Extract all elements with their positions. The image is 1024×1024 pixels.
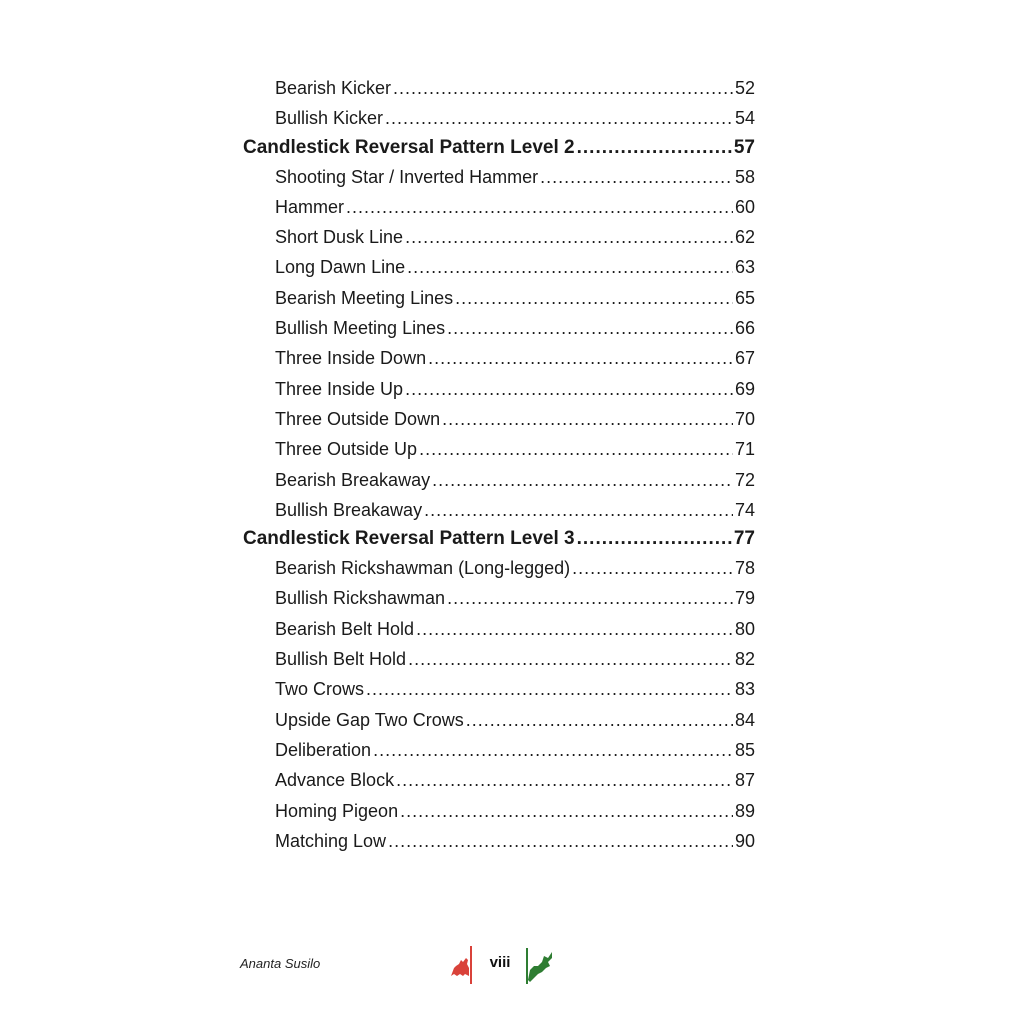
toc-entry-title: Bullish Rickshawman (275, 588, 446, 609)
toc-leader-dots (396, 765, 733, 795)
toc-entry (243, 583, 755, 613)
toc-leader-dots (577, 134, 732, 162)
toc-leader-dots (442, 404, 733, 434)
toc-entry-page: 83 (734, 679, 755, 700)
toc-entry (243, 735, 755, 765)
toc-entry-page: 72 (734, 469, 755, 490)
toc-entry-page: 74 (734, 499, 755, 520)
toc-entry-title: Three Outside Down (275, 408, 441, 429)
toc-entry-title: Bullish Breakaway (275, 499, 423, 520)
toc-entry-page: 65 (734, 287, 755, 308)
toc-entry (243, 313, 755, 343)
toc-leader-dots (346, 192, 733, 222)
toc-entry (243, 495, 755, 525)
toc-entry (243, 343, 755, 373)
bear-icon (450, 946, 474, 984)
toc-entry (243, 434, 755, 464)
toc-entry-page: 80 (734, 618, 755, 639)
toc-entry-title: Upside Gap Two Crows (275, 709, 464, 730)
toc-entry-title: Three Inside Up (275, 378, 404, 399)
toc-entry-page: 67 (734, 348, 755, 369)
toc-entry-title: Long Dawn Line (275, 257, 406, 278)
toc-leader-dots (408, 644, 733, 674)
toc-entry (243, 674, 755, 704)
toc-entry-page: 57 (733, 136, 755, 158)
toc-entry-title: Short Dusk Line (275, 227, 404, 248)
toc-entry-page: 85 (734, 739, 755, 760)
footer-author: Ananta Susilo (240, 956, 321, 971)
toc-leader-dots (432, 465, 733, 495)
toc-entry-title: Bullish Meeting Lines (275, 318, 446, 339)
toc-entry-title: Three Inside Down (275, 348, 427, 369)
toc-entry-page: 69 (734, 378, 755, 399)
toc-entry-title: Bullish Kicker (275, 108, 384, 129)
toc-section-heading (243, 525, 755, 553)
toc-leader-dots (405, 222, 733, 252)
toc-entry-page: 54 (734, 108, 755, 129)
toc-entry-title: Bearish Kicker (275, 78, 392, 98)
toc-leader-dots (447, 583, 733, 613)
toc-entry-page: 84 (734, 709, 755, 730)
toc-leader-dots (466, 705, 733, 735)
toc-leader-dots (393, 73, 733, 103)
toc-entry-title: Bearish Rickshawman (Long-legged) (275, 558, 571, 579)
toc-entry-title: Matching Low (275, 830, 387, 851)
toc-entry-title: Hammer (275, 196, 345, 217)
toc-entry-page: 79 (734, 588, 755, 609)
toc-entry-title: Advance Block (275, 770, 395, 791)
toc-entry-page: 62 (734, 227, 755, 248)
toc-leader-dots (416, 614, 733, 644)
toc-leader-dots (400, 796, 733, 826)
toc-entry-page: 70 (734, 408, 755, 429)
toc-entry (243, 465, 755, 495)
toc-entry-page: 71 (734, 439, 755, 460)
toc-entry-page: 77 (733, 528, 755, 550)
toc-entry (243, 826, 755, 856)
toc-entry (243, 614, 755, 644)
toc-entry-title: Shooting Star / Inverted Hammer (275, 166, 539, 187)
toc-entry (243, 765, 755, 795)
toc-entry-page: 66 (734, 318, 755, 339)
toc-entry (243, 252, 755, 282)
toc-entry (243, 374, 755, 404)
toc-entry-title: Bearish Belt Hold (275, 618, 415, 639)
table-of-contents (243, 73, 755, 856)
bull-icon (524, 944, 554, 984)
toc-entry-title: Three Outside Up (275, 439, 418, 460)
toc-leader-dots (572, 553, 733, 583)
toc-entry (243, 103, 755, 133)
toc-section-heading (243, 134, 755, 162)
toc-entry-title: Candlestick Reversal Pattern Level 3 (243, 528, 575, 550)
toc-entry-page: 87 (734, 770, 755, 791)
toc-entry-title: Two Crows (275, 679, 365, 700)
toc-leader-dots (577, 525, 732, 553)
toc-leader-dots (366, 674, 733, 704)
toc-entry-page: 82 (734, 649, 755, 670)
page-number: viii (489, 954, 511, 971)
toc-leader-dots (407, 252, 733, 282)
toc-entry (243, 192, 755, 222)
toc-entry-page: 89 (734, 800, 755, 821)
toc-entry-page: 78 (734, 558, 755, 579)
toc-entry-page: 58 (734, 166, 755, 187)
footer-page-marker (448, 944, 556, 986)
toc-entry-page: 63 (734, 257, 755, 278)
toc-leader-dots (540, 162, 733, 192)
toc-entry (243, 283, 755, 313)
toc-leader-dots (424, 495, 733, 525)
toc-entry (243, 73, 755, 103)
toc-entry-page: 60 (734, 196, 755, 217)
toc-leader-dots (428, 343, 733, 373)
toc-entry-title: Homing Pigeon (275, 800, 399, 821)
toc-leader-dots (419, 434, 733, 464)
toc-entry-title: Bullish Belt Hold (275, 649, 407, 670)
toc-entry-page: 90 (734, 830, 755, 851)
toc-entry (243, 404, 755, 434)
toc-entry-title: Candlestick Reversal Pattern Level 2 (243, 136, 575, 158)
toc-entry (243, 796, 755, 826)
toc-leader-dots (455, 283, 733, 313)
toc-leader-dots (447, 313, 733, 343)
toc-entry (243, 644, 755, 674)
toc-leader-dots (388, 826, 733, 856)
toc-entry-page: 52 (734, 78, 755, 98)
toc-entry (243, 553, 755, 583)
toc-entry (243, 705, 755, 735)
toc-entry (243, 222, 755, 252)
toc-leader-dots (373, 735, 733, 765)
toc-leader-dots (385, 103, 733, 133)
toc-entry-title: Bearish Meeting Lines (275, 287, 454, 308)
toc-leader-dots (405, 374, 733, 404)
toc-entry-title: Deliberation (275, 739, 372, 760)
toc-entry (243, 162, 755, 192)
toc-entry-title: Bearish Breakaway (275, 469, 431, 490)
